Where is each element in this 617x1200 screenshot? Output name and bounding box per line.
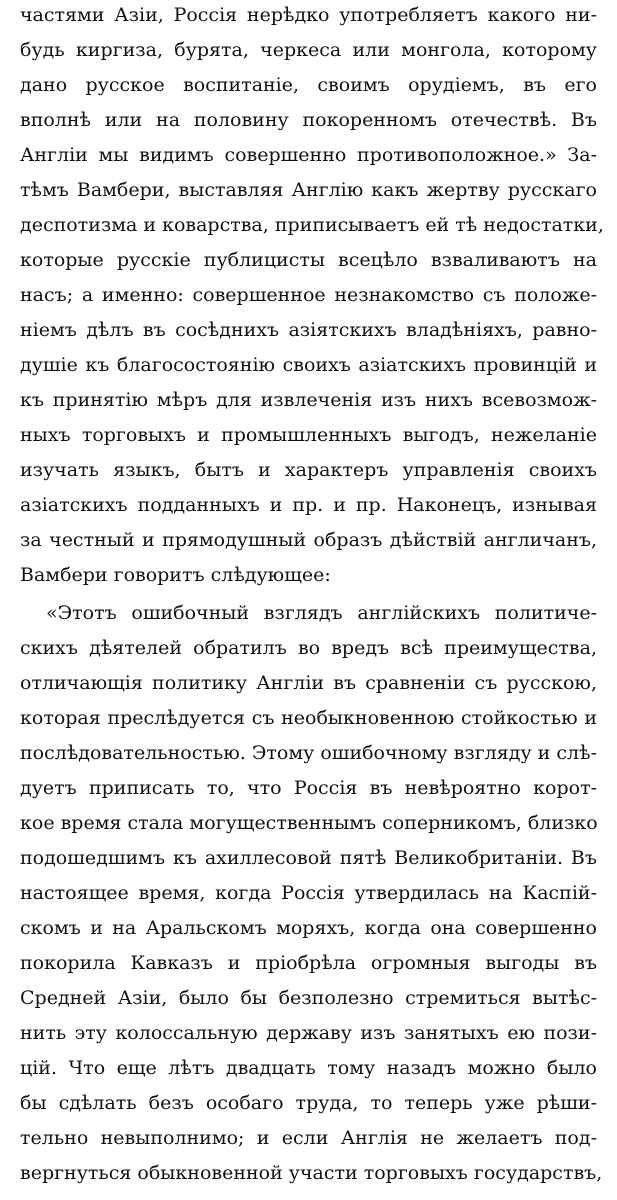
text-line: вергнуться обыкновенной участи торговыхъ государствъ, [20,1162,603,1184]
text-line: Средней Азіи, было бы безполезно стремиться вытѣс- [20,987,597,1009]
text-line: азіатскихъ подданныхъ и пр. и пр. Наконецъ, изнывая [20,494,597,516]
text-line: частями Азіи, Россія нерѣдко употребляетъ какого ни- [20,4,597,26]
text-line: дано русское воспитаніе, своимъ орудіемъ, въ его [20,74,597,96]
text-line: изучать языкъ, бытъ и характеръ управленія своихъ [20,459,597,481]
text-line: скихъ дѣятелей обратилъ во вредъ всѣ преимущества, [20,637,597,659]
text-line: къ принятію мѣръ для извлеченія изъ нихъ всевозмож- [20,389,597,411]
text-line: скомъ и на Аральскомъ моряхъ, когда она совершенно [20,917,597,939]
text-line: отличающія политику Англіи въ сравненіи съ русскою, [20,672,597,694]
text-line: подошедшимъ къ ахиллесовой пятѣ Великобританіи. Въ [20,847,597,869]
text-line: покорила Кавказъ и пріобрѣла огромныя выгоды въ [20,952,597,974]
text-line: Вамбери говоритъ слѣдующее: [20,564,331,586]
text-line: цій. Что еще лѣтъ двадцать тому назадъ можно было [20,1057,597,1079]
text-line: дуетъ приписать то, что Россія въ невѣроятно корот- [20,777,597,799]
text-line: «Этотъ ошибочный взглядъ англійскихъ политиче- [46,602,597,624]
text-line: будь киргиза, бурята, черкеса или монгола, которому [20,39,597,61]
text-line: вполнѣ или на половину покоренномъ отечествѣ. Въ [20,109,597,131]
text-line: кое время стала могущественнымъ соперникомъ, близко [20,812,598,834]
text-line: бы сдѣлать безъ особаго труда, то теперь уже рѣши- [20,1092,597,1114]
text-line: ныхъ торговыхъ и промышленныхъ выгодъ, нежеланіе [20,424,597,446]
text-line: тельно невыполнимо; и если Англія не желаетъ под- [20,1127,597,1149]
text-line: за честный и прямодушный образъ дѣйствій англичанъ, [20,529,597,551]
text-line: тѣмъ Вамбери, выставляя Англію какъ жертву русскаго [20,179,597,201]
text-line: послѣдовательностью. Этому ошибочному взгляду и слѣ- [20,742,597,764]
text-line: ніемъ дѣлъ въ сосѣднихъ азіятскихъ владѣніяхъ, равно- [20,319,597,341]
text-line: Англіи мы видимъ совершенно противоположное.» За- [20,144,597,166]
text-line: нить эту колоссальную державу изъ занятыхъ ею пози- [20,1022,597,1044]
text-line: которые русскіе публицисты всецѣло взваливаютъ на [20,249,597,271]
text-line: деспотизма и коварства, приписываетъ ей тѣ недостатки, [20,214,604,236]
text-line: настоящее время, когда Россія утвердилась на Каспій- [20,882,597,904]
text-line: душіе къ благосостоянію своихъ азіатскихъ провинцій и [20,354,597,376]
text-line: которая преслѣдуется съ необыкновенною стойкостью и [20,707,597,729]
text-line: насъ; а именно: совершенное незнакомство съ положе- [20,284,597,306]
